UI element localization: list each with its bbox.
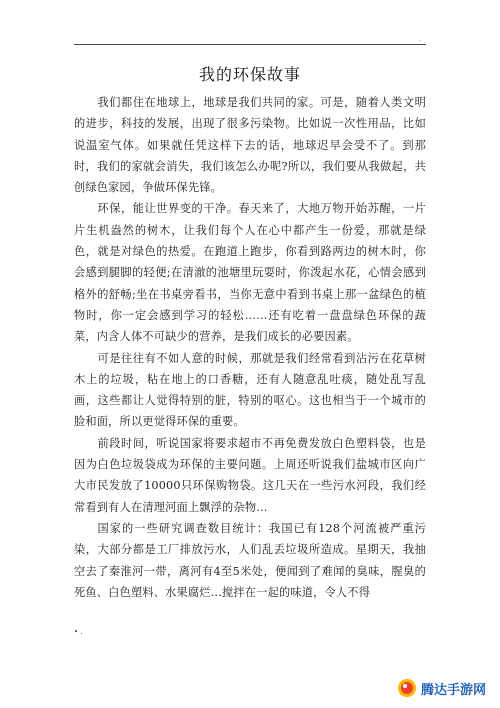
- watermark-text: 腾达手游网: [420, 682, 486, 698]
- tengda-logo-icon: [397, 678, 417, 698]
- paragraph-3: 可是往往有不如人意的时候，那就是我们经常看到沾污在花草树木上的垃圾，粘在地上的口香糖，还有人随意乱吐痰，随处乱写乱画，这些都让人觉得特别的脏，特别的呕心。这也相当于一个城市的脸和面，所以更觉得环保的重要。: [74, 351, 426, 429]
- header-rule: [74, 44, 426, 45]
- document-body: [74, 92, 426, 603]
- footer-mark: • .: [74, 628, 83, 636]
- paragraph-4: 前段时间，听说国家将要求超市不再免费发放白色塑料袋，也是因为白色垃圾袋成为环保的主要问题。上周还听说我们盐城市区向广大市民发放了10000只环保购物袋。这几天在一些污水河段，我们经常看到有人在清理河面上飘浮的杂物…: [74, 436, 426, 514]
- paragraph-1: 我们都住在地球上，地球是我们共同的家。可是，随着人类文明的进步，科技的发展，出现了很多污染物。比如说一次性用品，比如说温室气体。如果就任凭这样下去的话，地球迟早会受不了。到那时，我们的家就会消失，我们该怎么办呢?所以，我们要从我做起，共创绿色家园，争做环保先锋。: [74, 96, 426, 195]
- paragraph-5: 国家的一些研究调查数目统计：我国已有128个河流被严重污染，大部分都是工厂排放污水，人们乱丢垃圾所造成。星期天，我抽空去了秦淮河一带，离河有4至5米处，便闻到了难闻的臭味，腥臭的死鱼、白色塑料、水果腐烂…搅拌在一起的味道，令人不得: [74, 521, 426, 599]
- paragraph-2: 环保，能让世界变的干净。春天来了，大地万物开始苏醒，一片片生机盎然的树木，让我们每个人在心中都产生一份爱，那就是绿色，就是对绿色的热爱。在跑道上跑步，你看到路两边的树木时，你会感到腿脚的轻便;在清澈的池塘里玩耍时，你泼起水花，心情会感到格外的舒畅;坐在书桌旁看书，当你无意中看到书桌上那一盆绿色的植物时，你一定会感到学习的轻松……还有吃着一盘盘绿色环保的蔬菜，内含人体不可缺少的营养，是我们成长的必要因素。: [74, 202, 426, 344]
- header-mark: .: [419, 36, 421, 43]
- site-watermark: [393, 676, 490, 700]
- page-title: 我的环保故事: [198, 65, 301, 84]
